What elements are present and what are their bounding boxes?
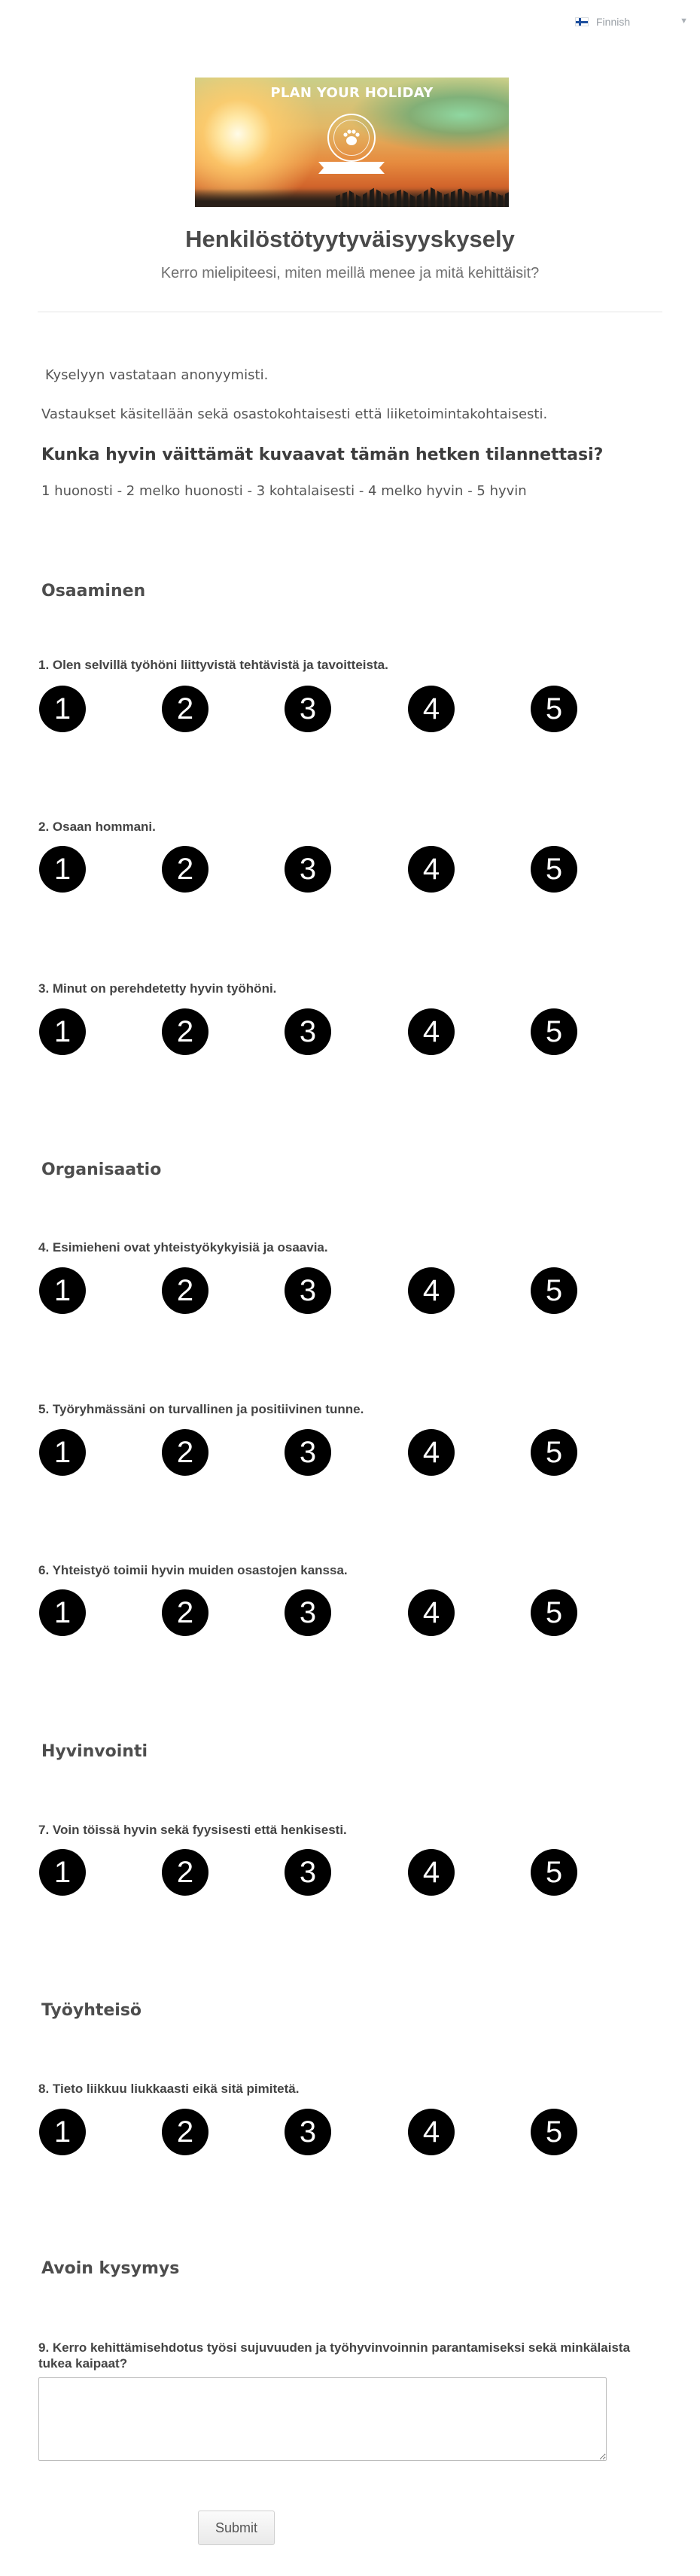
rating-option-1[interactable]: 1 (39, 1429, 86, 1476)
rating-option-5[interactable]: 5 (531, 846, 577, 893)
rating-option-5[interactable]: 5 (531, 1267, 577, 1314)
page-subtitle: Kerro mielipiteesi, miten meillä menee ja mitä kehittäisit? (160, 265, 540, 281)
rating-option-2[interactable]: 2 (162, 2109, 208, 2155)
rating-option-1[interactable]: 1 (39, 1267, 86, 1314)
rating-prompt: Kunka hyvin väittämät kuvaavat tämän hetken tilannettasi? (41, 446, 604, 464)
rating-option-4[interactable]: 4 (408, 1849, 455, 1896)
rating-option-5[interactable]: 5 (531, 1849, 577, 1896)
rating-option-2[interactable]: 2 (162, 1849, 208, 1896)
question-7-rating (39, 1849, 581, 1896)
question-1-label: 1. Olen selvillä työhöni liittyvistä tehtävistä ja tavoitteista. (38, 658, 388, 672)
question-5-label: 5. Työryhmässäni on turvallinen ja positiivinen tunne. (38, 1402, 364, 1416)
finland-flag-icon (575, 17, 589, 26)
rating-option-3[interactable]: 3 (285, 1589, 331, 1636)
question-9-label: 9. Kerro kehittämisehdotus työsi sujuvuuden ja työhyvinvoinnin parantamiseksi sekä minkälaista tukea kaipaat? (38, 2340, 631, 2371)
submit-button[interactable]: Submit (198, 2511, 275, 2545)
question-4-rating (39, 1267, 581, 1314)
rating-option-4[interactable]: 4 (408, 2109, 455, 2155)
question-5-rating (39, 1429, 581, 1476)
emblem-ribbon (318, 162, 385, 174)
anonymous-note: Kyselyyn vastataan anonyymisti. (45, 367, 269, 383)
language-label: Finnish (596, 16, 631, 28)
language-selector[interactable] (575, 14, 688, 30)
rating-option-1[interactable]: 1 (39, 2109, 86, 2155)
question-1-rating (39, 686, 581, 732)
rating-option-1[interactable]: 1 (39, 1849, 86, 1896)
section-title-osaaminen: Osaaminen (41, 582, 146, 601)
rating-option-1[interactable]: 1 (39, 846, 86, 893)
header-banner-image (195, 78, 509, 207)
rating-option-4[interactable]: 4 (408, 686, 455, 732)
scale-legend: 1 huonosti - 2 melko huonosti - 3 kohtalaisesti - 4 melko hyvin - 5 hyvin (41, 483, 527, 499)
section-title-organisaatio: Organisaatio (41, 1160, 162, 1179)
rating-option-3[interactable]: 3 (285, 1429, 331, 1476)
rating-option-3[interactable]: 3 (285, 2109, 331, 2155)
rating-option-2[interactable]: 2 (162, 1267, 208, 1314)
question-4-label: 4. Esimieheni ovat yhteistyökykyisiä ja osaavia. (38, 1240, 328, 1255)
rating-option-1[interactable]: 1 (39, 1008, 86, 1055)
open-answer-textarea[interactable] (38, 2377, 607, 2461)
question-2-rating (39, 846, 581, 893)
page-title: Henkilöstötyytyväisyyskysely (185, 226, 515, 252)
handling-note: Vastaukset käsitellään sekä osastokohtaisesti että liiketoimintakohtaisesti. (41, 406, 548, 422)
section-title-tyoyhteiso: Työyhteisö (41, 2001, 142, 2020)
question-3-rating (39, 1008, 581, 1055)
rating-option-3[interactable]: 3 (285, 686, 331, 732)
rating-option-2[interactable]: 2 (162, 846, 208, 893)
rating-option-5[interactable]: 5 (531, 1589, 577, 1636)
rating-option-5[interactable]: 5 (531, 2109, 577, 2155)
question-6-label: 6. Yhteistyö toimii hyvin muiden osastojen kanssa. (38, 1563, 348, 1577)
rating-option-1[interactable]: 1 (39, 1589, 86, 1636)
rating-option-4[interactable]: 4 (408, 1267, 455, 1314)
banner-title: PLAN YOUR HOLIDAY (270, 85, 434, 101)
paw-emblem-icon (327, 114, 376, 162)
rating-option-2[interactable]: 2 (162, 686, 208, 732)
rating-option-5[interactable]: 5 (531, 686, 577, 732)
chevron-down-icon: ▼ (680, 17, 688, 26)
rating-option-4[interactable]: 4 (408, 1008, 455, 1055)
rating-option-5[interactable]: 5 (531, 1008, 577, 1055)
rating-option-3[interactable]: 3 (285, 1267, 331, 1314)
question-6-rating (39, 1589, 581, 1636)
rating-option-2[interactable]: 2 (162, 1429, 208, 1476)
section-title-avoin-kysymys: Avoin kysymys (41, 2259, 180, 2278)
rating-option-3[interactable]: 3 (285, 846, 331, 893)
rating-option-5[interactable]: 5 (531, 1429, 577, 1476)
rating-option-2[interactable]: 2 (162, 1008, 208, 1055)
rating-option-4[interactable]: 4 (408, 1429, 455, 1476)
rating-option-3[interactable]: 3 (285, 1849, 331, 1896)
question-2-label: 2. Osaan hommani. (38, 820, 156, 834)
rating-option-4[interactable]: 4 (408, 1589, 455, 1636)
rating-option-2[interactable]: 2 (162, 1589, 208, 1636)
rating-option-3[interactable]: 3 (285, 1008, 331, 1055)
section-title-hyvinvointi: Hyvinvointi (41, 1742, 148, 1761)
rating-option-1[interactable]: 1 (39, 686, 86, 732)
question-8-label: 8. Tieto liikkuu liukkaasti eikä sitä pimitetä. (38, 2082, 300, 2096)
question-3-label: 3. Minut on perehdetetty hyvin työhöni. (38, 981, 277, 996)
question-8-rating (39, 2109, 581, 2155)
question-7-label: 7. Voin töissä hyvin sekä fyysisesti että henkisesti. (38, 1823, 347, 1837)
rating-option-4[interactable]: 4 (408, 846, 455, 893)
